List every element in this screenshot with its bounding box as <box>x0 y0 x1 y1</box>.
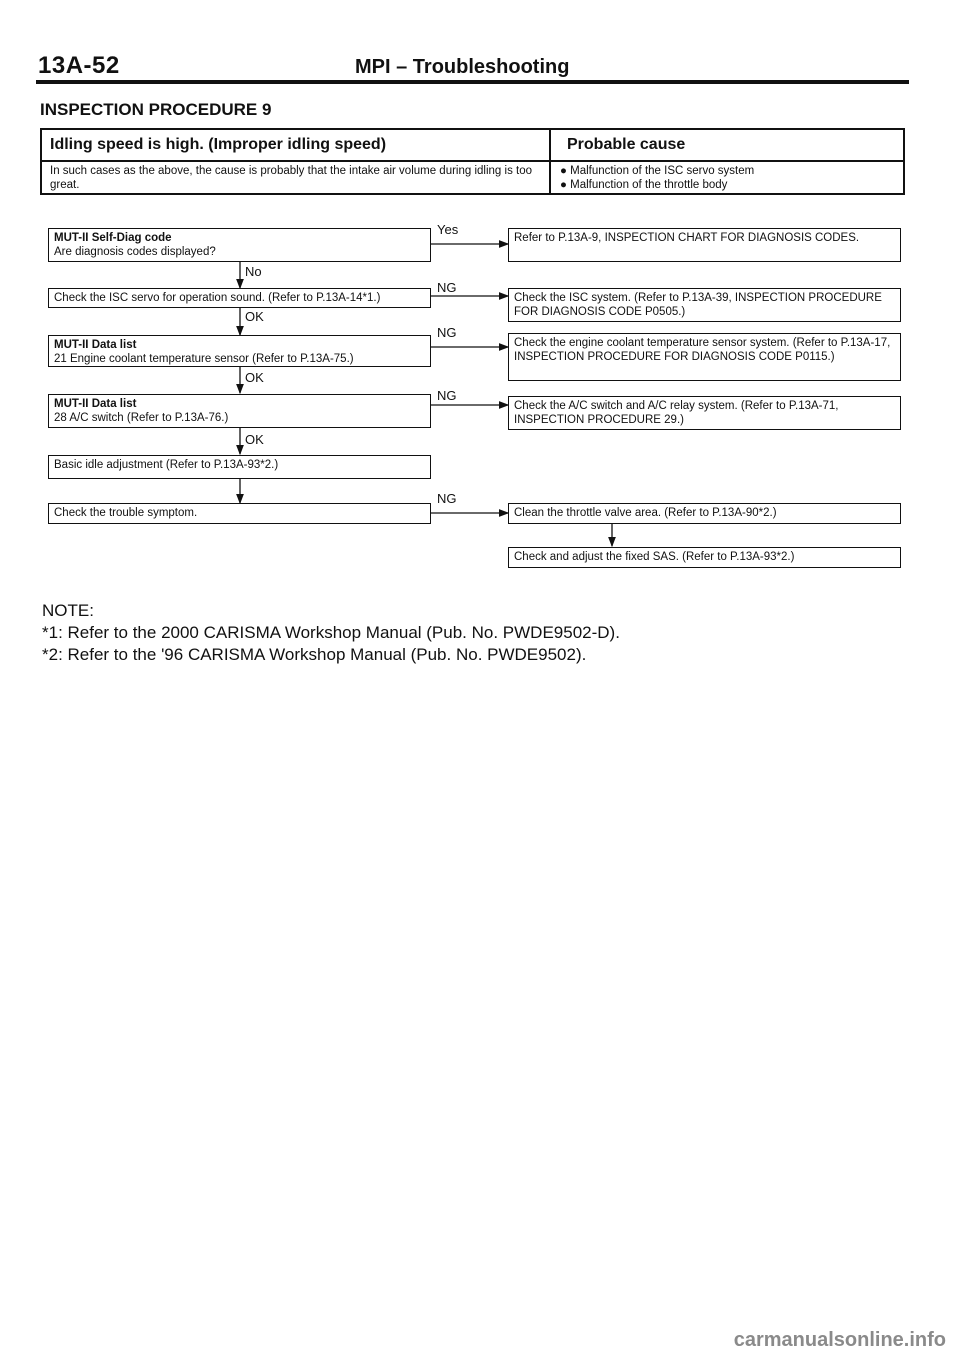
result-coolant-sensor <box>508 333 901 381</box>
result-text: Check and adjust the fixed SAS. (Refer to P.13A-93*2.) <box>514 551 795 563</box>
step-text: Are diagnosis codes displayed? <box>54 246 216 258</box>
notes <box>42 600 620 666</box>
step-title: MUT-II Self-Diag code <box>54 232 172 244</box>
no-label: No <box>245 264 262 279</box>
result-text: Check the ISC system. (Refer to P.13A-39, INSPECTION PROCEDURE FOR DIAGNOSIS CODE P0505.) <box>514 292 882 318</box>
note-item: *1: Refer to the 2000 CARISMA Workshop Manual (Pub. No. PWDE9502-D). <box>42 623 620 642</box>
yes-label: Yes <box>437 222 459 237</box>
step-text: 28 A/C switch (Refer to P.13A-76.) <box>54 412 229 424</box>
step-self-diag <box>48 228 431 262</box>
result-throttle-clean <box>508 503 901 524</box>
result-text: Refer to P.13A-9, INSPECTION CHART FOR DIAGNOSIS CODES. <box>514 232 860 244</box>
result-ac-relay <box>508 396 901 430</box>
cause-item: ● Malfunction of the ISC servo system <box>560 165 755 177</box>
ng-label: NG <box>437 388 457 403</box>
symptom-header: Idling speed is high. (Improper idling speed) <box>50 136 387 153</box>
symptom-description: In such cases as the above, the cause is probably that the intake air volume during idling is too great. <box>50 165 533 191</box>
step-text: Basic idle adjustment (Refer to P.13A-93*2.) <box>54 459 279 471</box>
note-heading: NOTE: <box>42 601 94 620</box>
note-item: *2: Refer to the '96 CARISMA Workshop Manual (Pub. No. PWDE9502). <box>42 645 587 664</box>
ok-label: OK <box>245 309 264 324</box>
cause-item: ● Malfunction of the throttle body <box>560 179 728 191</box>
step-title: MUT-II Data list <box>54 398 137 410</box>
procedure-title: INSPECTION PROCEDURE 9 <box>40 100 272 119</box>
cause-header: Probable cause <box>567 136 686 153</box>
step-text: 21 Engine coolant temperature sensor (Refer to P.13A-75.) <box>54 353 354 365</box>
result-diag-codes <box>508 228 901 262</box>
step-basic-idle <box>48 455 431 479</box>
result-text: Check the A/C switch and A/C relay system. (Refer to P.13A-71, INSPECTION PROCEDURE 29.) <box>514 400 839 426</box>
ok-label: OK <box>245 432 264 447</box>
step-isc-sound <box>48 288 431 308</box>
page-number: 13A-52 <box>38 52 120 79</box>
ng-label: NG <box>437 280 457 295</box>
step-trouble-symptom <box>48 503 431 524</box>
result-text: Check the engine coolant temperature sensor system. (Refer to P.13A-17, INSPECTION PROCEDURE FOR DIAGNOSIS CODE P0115.) <box>514 337 891 363</box>
result-fixed-sas <box>508 547 901 568</box>
watermark: carmanualsonline.info <box>733 1329 946 1351</box>
step-ac-switch <box>48 394 431 428</box>
ng-label: NG <box>437 325 457 340</box>
step-title: MUT-II Data list <box>54 339 137 351</box>
ng-label: NG <box>437 491 457 506</box>
step-text: Check the ISC servo for operation sound. (Refer to P.13A-14*1.) <box>54 292 381 304</box>
page-title: MPI – Troubleshooting <box>355 56 570 78</box>
step-text: Check the trouble symptom. <box>54 507 198 519</box>
result-text: Clean the throttle valve area. (Refer to P.13A-90*2.) <box>514 507 777 519</box>
step-coolant-temp <box>48 335 431 367</box>
ok-label: OK <box>245 370 264 385</box>
result-isc-system <box>508 288 901 322</box>
